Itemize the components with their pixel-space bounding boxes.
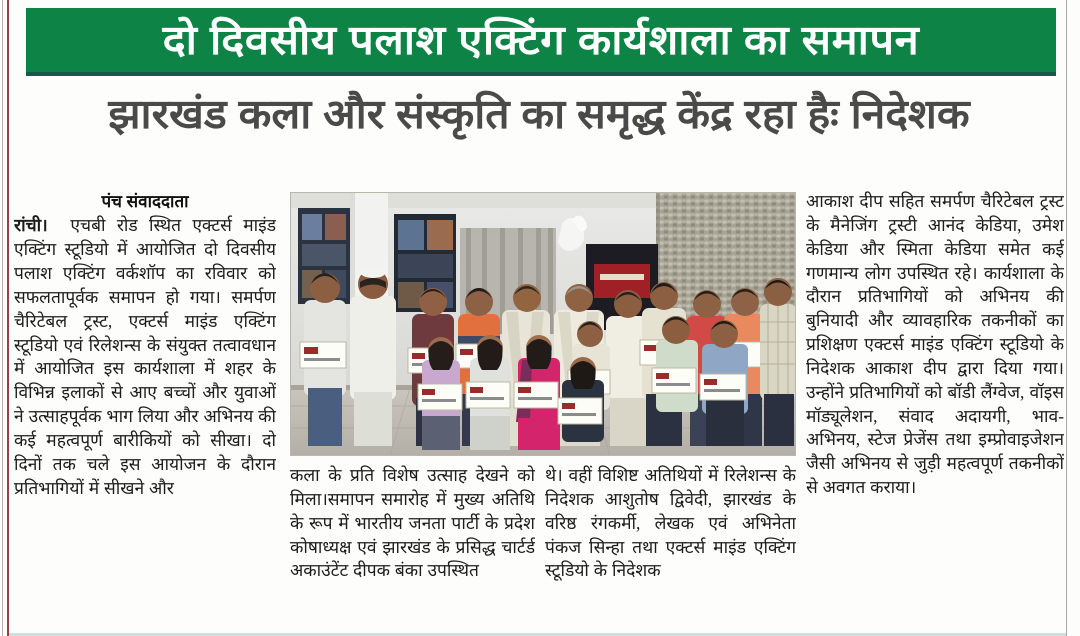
article-column-3-text: थे। वहीं विशिष्ट अतिथियों में रिलेशन्स के निदेशक आशुतोष द्विवेदी, झारखंड के वरिष्ठ रंगकर्मी, लेखक एवं अभिनेता पंकज सिन्हा तथा एक्टर्स माइंड एक्टिंग स्टूडियो के निदेशक [545,465,796,581]
article-column-1-text [14,214,276,500]
article-photo [290,192,796,456]
article-body [14,190,1066,636]
dateline: रांची। [14,215,48,236]
article-column-2-text: कला के प्रति विशेष उत्साह देखने को मिला।समापन समारोह में मुख्य अतिथि के रूप में भारतीय जनता पार्टी के प्रदेश कोषाध्यक्ष एवं झारखंड के प्रसिद्ध चार्टर्ड अकाउंटेंट दीपक बंका उपस्थित [290,465,535,581]
kicker-banner-text: दो दिवसीय पलाश एक्टिंग कार्यशाला का समापन [162,16,920,63]
article-column-1-body: एचबी रोड स्थित एक्टर्स माइंड एक्टिंग स्टूडियो में आयोजित दो दिवसीय पलाश एक्टिंग वर्कशॉप का रविवार को सफलतापूर्वक समापन हो गया। समर्पण चैरिटेबल ट्रस्ट, एक्टर्स माइंड एक्टिंग स्टूडियो एवं रिलेशन्स के संयुक्त तत्वावधान में आयोजित इस कार्यशाला में शहर के विभिन्न इलाकों से आए बच्चों और युवाओं ने उत्साहपूर्वक भाग लिया और अभिनय की कई महत्वपूर्ण बारीकियों को सीखा। दो दिनों तक चले इस आयोजन के दौरान प्रतिभागियों में सीखने और [14,215,276,498]
article-column-2 [290,464,535,636]
kicker-banner [26,8,1056,72]
page-title: झारखंड कला और संस्कृति का समृद्ध केंद्र रहा हैः निदेशक [108,91,970,137]
group-photo-illustration [290,192,796,456]
article-column-4-text: आकाश दीप सहित समर्पण चैरिटेबल ट्रस्ट के मैनेजिंग ट्रस्टी आनंद केडिया, उमेश केडिया और स्मिता केडिया समेत कई गणमान्य लोग उपस्थित रहे। कार्यशाला के दौरान प्रतिभागियों को अभिनय की बुनियादी और व्यावहारिक तकनीकों का प्रशिक्षण एक्टर्स माइंड एक्टिंग स्टूडियो के निदेशक आकाश दीप द्वारा दिया गया। उन्होंने प्रतिभागियों को बॉडी लैंग्वेज, वॉइस मॉड्यूलेशन, संवाद अदायगी, भाव-अभिनय, स्टेज प्रेजेंस तथा इम्प्रोवाइजेशन जैसी अभिनय से जुड़ी महत्वपूर्ण तकनीकों से अवगत कराया। [806,191,1064,498]
article-column-1 [14,190,276,636]
article-column-3 [545,464,796,636]
byline: पंच संवाददाता [101,192,189,211]
article-column-4 [806,190,1064,620]
